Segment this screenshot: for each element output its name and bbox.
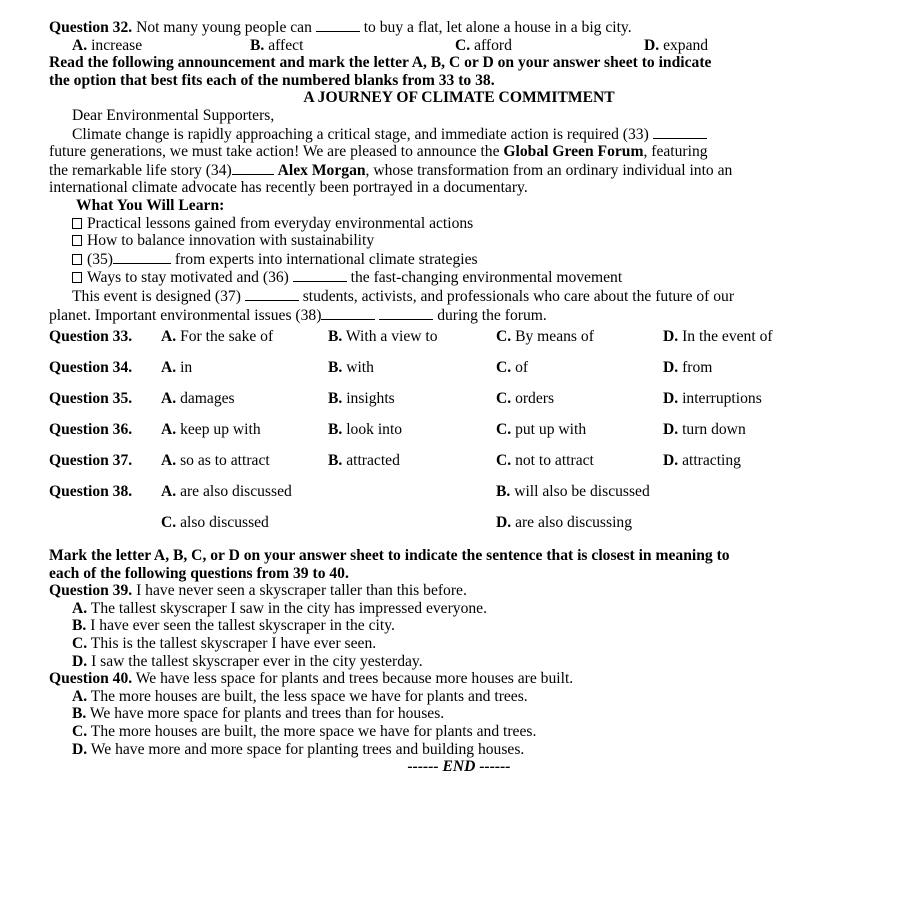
question-row: Question 33. A. For the sake of B. With a view to C. By means of D. In the event of — [49, 328, 773, 346]
option-a: A. The more houses are built, the less space we have for plants and trees. — [72, 687, 528, 705]
passage-paragraph-1: Climate change is rapidly approaching a critical stage, and immediate action is required (33) — [49, 125, 869, 144]
option-c: C. This is the tallest skyscraper I have ever seen. — [72, 635, 377, 653]
instruction-33-38: Read the following announcement and mark the letter A, B, C or D on your answer sheet to indicate — [49, 54, 712, 72]
option-b: B. affect — [250, 36, 304, 54]
option-a: A. increase — [72, 36, 143, 54]
exam-page: Question 32. Not many young people can to buy a flat, let alone a house in a big city. A. increase B. affect C. afford D. expand Read the following announcement and mark the letter A, B, C or D on your answer sheet to indicate the option that best fits each of the numbered blanks from 33 to 38. A JOURNEY OF CLIMATE COMMITMENT Dear Environmental Supporters, Climate change is rapidly approaching a critical stage, and immediate action is required (33) future generations, we must take action! We are pleased to announce the Global Green Forum, featuring the remarkable life story (34) Alex Morgan, whose transformation from an ordinary individual into an international climate advocate has recently been portrayed in a documentary. What You Will Learn: Practical lessons gained from everyday environmental actions How to balance innovation with sustainability (35) from experts into international climate strategies Ways to stay motivated and (36) the fast-changing environmental movement This event is designed (37) students, activists, and professionals who care about the future of our planet. Important environmental issues (38) during the forum. Question 33. A. For the sake of B. With a view to C. By means of D. In the event of Question 34. A. in B. with C. of D. from Question 35. A. damages B. insights C. orders D. interruptions Question 36. A. keep up with B. look into C. put up with D. turn down Question 37. A. so as to attract B. attracted C. not to attract D. attracting Question 38. A. are also discussed B. will also be discussed C. also discussed D. are also discussing Mark the letter A, B, C, or D on your answer sheet to indicate the sentence that is closest in meaning to each of the following questions from 39 to 40. Question 39. I have never seen a skyscraper taller than this before. A. The tallest skyscraper I saw in the city has impressed everyone. B. I have ever seen the tallest skyscraper in the city. C. This is the tallest skyscraper I have ever seen. D. I saw the tallest skyscraper ever in the city yesterday. Question 40. We have less space for plants and trees because more houses are built. A. The more houses are built, the less space we have for plants and trees. B. We have more space for plants and trees than for houses. C. The more houses are built, the more space we have for plants and trees. D. We have more and more space for planting trees and building houses. ------ END ------ — [49, 18, 869, 776]
question-32-options — [49, 37, 869, 55]
option-d: D. I saw the tallest skyscraper ever in the city yesterday. — [72, 652, 423, 670]
checkbox-square-icon — [72, 235, 82, 246]
question-32-stem: Question 32. Not many young people can to buy a flat, let alone a house in a big city. — [49, 19, 632, 36]
question-row: Question 37. A. so as to attract B. attracted C. not to attract D. attracting — [49, 452, 741, 470]
checkbox-square-icon — [72, 254, 82, 265]
question-label: Question 32. — [49, 19, 133, 36]
option-c: C. The more houses are built, the more space we have for plants and trees. — [72, 723, 537, 741]
question-row: Question 34. A. in B. with C. of D. from — [49, 359, 713, 377]
checkbox-square-icon — [72, 218, 82, 229]
passage-greeting: Dear Environmental Supporters, — [72, 106, 275, 124]
option-b: B. We have more space for plants and trees than for houses. — [72, 705, 445, 723]
bullet-item: Ways to stay motivated and (36) the fast-changing environmental movement — [49, 268, 869, 287]
bullet-item: Practical lessons gained from everyday environmental actions — [49, 215, 869, 233]
learn-heading: What You Will Learn: — [76, 196, 225, 214]
question-row: Question 36. A. keep up with B. look into C. put up with D. turn down — [49, 421, 746, 439]
question-grid — [49, 324, 869, 541]
bullet-item: How to balance innovation with sustainability — [49, 232, 869, 250]
bullet-item: (35) from experts into international climate strategies — [49, 250, 869, 269]
question-39-stem: Question 39. I have never seen a skyscraper taller than this before. — [49, 582, 467, 600]
question-row: Question 35. A. damages B. insights C. orders D. interruptions — [49, 390, 762, 408]
option-d: D. We have more and more space for planting trees and building houses. — [72, 740, 525, 758]
option-d: D. expand — [644, 36, 709, 54]
answer-blank — [316, 18, 360, 32]
instruction-39-40: Mark the letter A, B, C, or D on your answer sheet to indicate the sentence that is closest in meaning to — [49, 547, 730, 565]
option-b: B. I have ever seen the tallest skyscraper in the city. — [72, 617, 395, 635]
checkbox-square-icon — [72, 272, 82, 283]
end-marker: ------ END ------ — [407, 758, 511, 776]
question-40-stem: Question 40. We have less space for plants and trees because more houses are built. — [49, 670, 574, 688]
question-row: Question 38. A. are also discussed B. will also be discussed — [49, 483, 650, 501]
question-row: C. also discussed D. are also discussing — [161, 514, 633, 532]
passage-title: A JOURNEY OF CLIMATE COMMITMENT — [303, 89, 615, 107]
passage-paragraph-2: This event is designed (37) students, activists, and professionals who care about the future of our — [72, 287, 735, 305]
option-c: C. afford — [455, 36, 512, 54]
option-a: A. The tallest skyscraper I saw in the city has impressed everyone. — [72, 599, 487, 617]
